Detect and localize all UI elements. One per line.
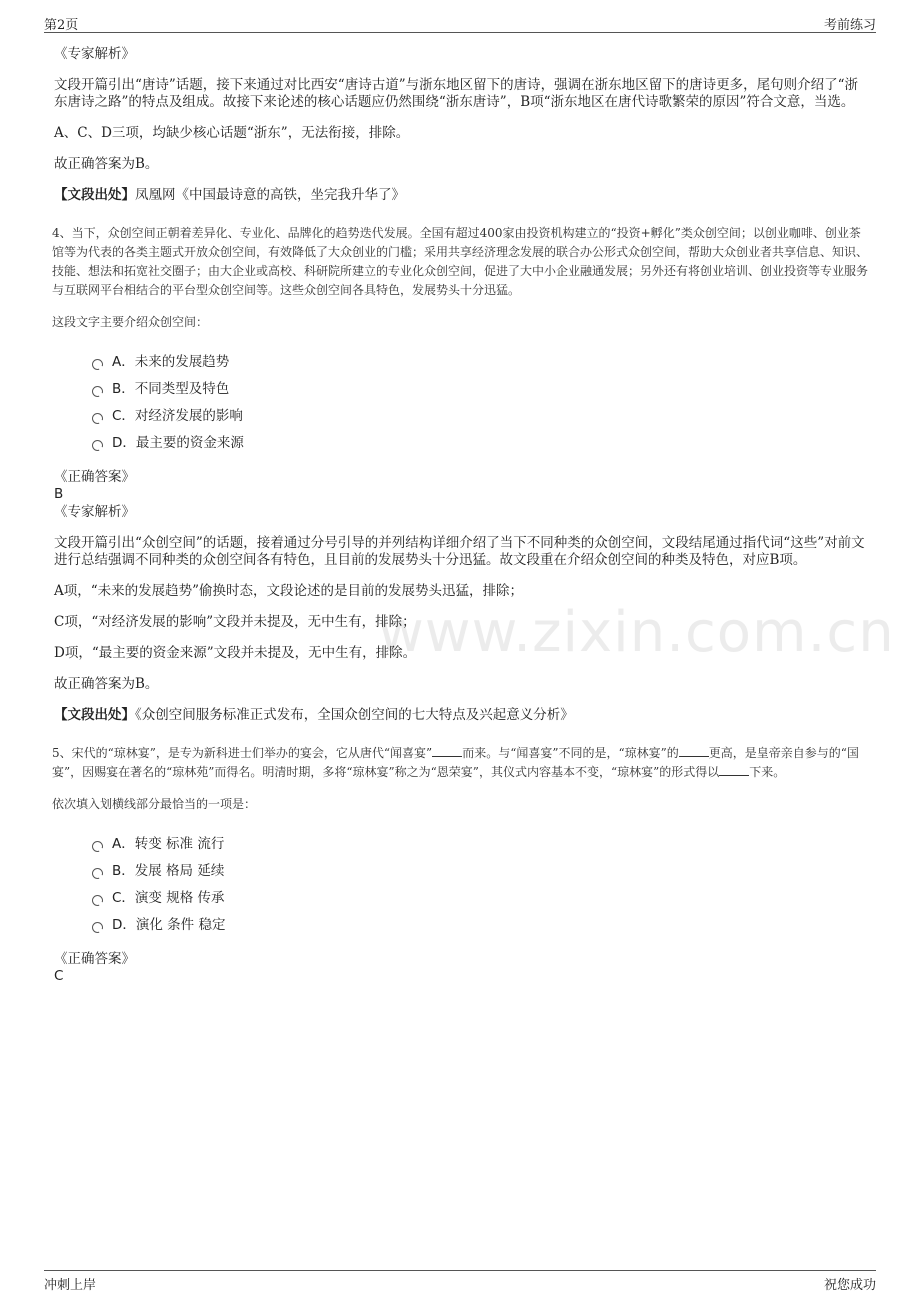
document-content (54, 46, 870, 986)
answer-value: B (54, 486, 64, 502)
analysis-paragraph: 故正确答案为B。 (54, 676, 159, 692)
analysis-title: 《专家解析》 (54, 504, 135, 520)
question-prompt: 这段文字主要介绍众创空间： (52, 315, 209, 329)
question-stem: 4、当下，众创空间正朝着差异化、专业化、品牌化的趋势迭代发展。全国有超过400家由投资机构建立的“投资+孵化”类众创空间；以创业咖啡、创业茶馆等为代表的各类主题式开放众创空间，有效降低了大众创业的门槛；采用共享经济理念发展的联合办公形式众创空间，帮助大众创业者共享信息、知识、技能、想法和拓宽社交圈子；由大企业或高校、科研院所建立的专业化众创空间，促进了大中小企业融通发展；另外还有将创业培训、创业投资等专业服务与互联网平台相结合的平台型众创空间等。这些众创空间各具特色，发展势头十分迅猛。 (52, 226, 869, 297)
source-line (54, 707, 870, 724)
answer-title: 《正确答案》 (54, 951, 135, 967)
source-label: 【文段出处】 (54, 707, 135, 723)
radio-icon[interactable] (92, 922, 103, 933)
blank-line (679, 745, 709, 757)
option-b[interactable]: B．不同类型及特色 (92, 376, 870, 403)
page-footer (44, 1270, 876, 1291)
answer-value: C (54, 968, 64, 984)
analysis-paragraph: 文段开篇引出“唐诗”话题，接下来通过对比西安“唐诗古道”与浙东地区留下的唐诗，强调在浙东地区留下的唐诗更多，尾句则介绍了“浙东唐诗之路”的特点及组成。故接下来论述的核心话题应仍然围绕“浙东唐诗”，B项“浙东地区在唐代诗歌繁荣的原因”符合文意，当选。 (54, 77, 859, 110)
radio-icon[interactable] (92, 413, 103, 424)
source-line (54, 187, 870, 204)
source-text: 凤凰网《中国最诗意的高铁，坐完我升华了》 (135, 187, 405, 203)
radio-icon[interactable] (92, 386, 103, 397)
answer-title: 《正确答案》 (54, 469, 135, 485)
radio-icon[interactable] (92, 868, 103, 879)
option-d[interactable]: D．最主要的资金来源 (92, 430, 870, 457)
footer-left: 冲刺上岸 (44, 1278, 97, 1293)
blank-line (432, 745, 462, 757)
analysis-paragraph: 故正确答案为B。 (54, 156, 159, 172)
question-stem: 5、宋代的“琼林宴”，是专为新科进士们举办的宴会，它从唐代“闻喜宴” 而来。与“闻喜宴”不同的是，“琼林宴”的 更高，是皇帝亲自参与的“国宴”，因赐宴在著名的“琼林苑”而得名。明清时期，多将“琼林宴”称之为“恩荣宴”，其仪式内容基本不变，“琼林宴”的形式得以 下来。 (52, 746, 859, 779)
footer-right: 祝您成功 (823, 1278, 876, 1293)
page-number: 第2页 (44, 18, 79, 33)
radio-icon[interactable] (92, 359, 103, 370)
question-prompt: 依次填入划横线部分最恰当的一项是： (52, 797, 257, 811)
option-d[interactable]: D．演化 条件 稳定 (92, 912, 870, 939)
analysis-paragraph: C项，“对经济发展的影响”文段并未提及，无中生有，排除； (54, 614, 416, 630)
analysis-paragraph: D项，“最主要的资金来源”文段并未提及，无中生有，排除。 (54, 645, 417, 661)
source-label: 【文段出处】 (54, 187, 135, 203)
analysis-title: 《专家解析》 (54, 46, 135, 62)
option-a[interactable]: A．未来的发展趋势 (92, 349, 870, 376)
options-list (92, 831, 870, 939)
watermark: www.zixin.com.cn (378, 600, 895, 665)
page-header (44, 12, 876, 33)
option-b[interactable]: B．发展 格局 延续 (92, 858, 870, 885)
option-c[interactable]: C．对经济发展的影响 (92, 403, 870, 430)
radio-icon[interactable] (92, 440, 103, 451)
radio-icon[interactable] (92, 841, 103, 852)
analysis-paragraph: A、C、D三项，均缺少核心话题“浙东”，无法衔接，排除。 (54, 125, 410, 141)
option-c[interactable]: C．演变 规格 传承 (92, 885, 870, 912)
analysis-paragraph: A项，“未来的发展趋势”偷换时态，文段论述的是目前的发展势头迅猛，排除； (54, 583, 524, 599)
analysis-paragraph: 文段开篇引出“众创空间”的话题，接着通过分号引导的并列结构详细介绍了当下不同种类的众创空间，文段结尾通过指代词“这些”对前文进行总结强调不同种类的众创空间各有特色，且目前的发展势头十分迅猛。故文段重在介绍众创空间的种类及特色，对应B项。 (54, 535, 865, 568)
blank-line (719, 764, 749, 776)
header-title: 考前练习 (823, 18, 876, 33)
option-a[interactable]: A．转变 标准 流行 (92, 831, 870, 858)
source-text: 《众创空间服务标准正式发布，全国众创空间的七大特点及兴起意义分析》 (135, 707, 574, 723)
options-list (92, 349, 870, 457)
radio-icon[interactable] (92, 895, 103, 906)
